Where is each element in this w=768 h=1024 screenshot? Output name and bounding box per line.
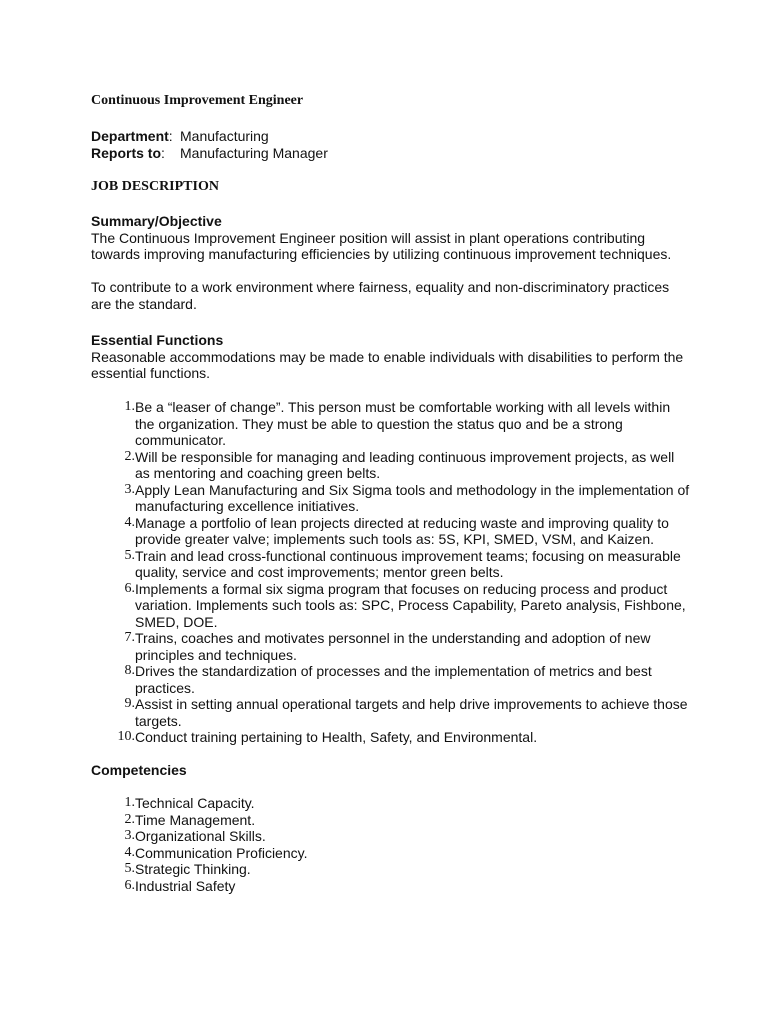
essential-functions-section (91, 332, 691, 382)
summary-paragraph-2: To contribute to a work environment where fairness, equality and non-discriminatory practices are the standard. (91, 279, 670, 312)
list-item-text: Be a “leaser of change”. This person must be comfortable working with all levels within the organization. They must be able to question the status quo and be a strong communicator. (135, 399, 671, 448)
list-item-number: 9. (124, 696, 135, 711)
competencies-list (91, 795, 691, 894)
department-row: Department: Manufacturing (91, 128, 269, 144)
list-item-number: 5. (124, 547, 135, 563)
list-item-text: Implements a formal six sigma program that focuses on reducing process and product variation. Implements such tools as: SPC, Process Capability, Pareto analysis, Fishbone, SMED, DOE. (135, 580, 686, 630)
summary-heading: Summary/Objective (91, 213, 222, 229)
list-item (91, 515, 691, 548)
list-item-text: Industrial Safety (135, 877, 236, 894)
list-item (91, 696, 691, 729)
department-value: Manufacturing (180, 128, 269, 144)
job-description-heading: JOB DESCRIPTION (91, 179, 219, 194)
list-item-text: Organizational Skills. (135, 828, 266, 844)
list-item-number: 3. (124, 828, 135, 843)
list-item-text: Assist in setting annual operational targets and help drive improvements to achieve those targets. (135, 696, 688, 729)
list-item-text: Technical Capacity. (135, 795, 255, 811)
list-item (91, 729, 691, 746)
list-item-text: Strategic Thinking. (135, 861, 251, 877)
list-item-text: Train and lead cross-functional continuous improvement teams; focusing on measurable quality, service and cost improvements; mentor green belts. (135, 547, 681, 580)
summary-paragraph-1: The Continuous Improvement Engineer position will assist in plant operations contributing towards improving manufacturing efficiencies by utilizing continuous improvement techniques. (91, 229, 672, 262)
list-item-number: 6. (124, 580, 135, 596)
list-item-text: Drives the standardization of processes and the implementation of metrics and best practices. (135, 663, 652, 696)
list-item-number: 5. (124, 861, 135, 876)
list-item-number: 6. (124, 877, 135, 893)
essential-functions-list (91, 399, 691, 746)
list-item (91, 812, 691, 829)
list-item-text: Communication Proficiency. (135, 844, 308, 861)
document-title: Continuous Improvement Engineer (91, 93, 304, 108)
list-item-number: 2. (124, 811, 135, 827)
list-item-text: Conduct training pertaining to Health, Safety, and Environmental. (135, 729, 538, 745)
essential-functions-heading: Essential Functions (91, 332, 224, 348)
list-item-number: 1. (124, 795, 135, 810)
reports-to-value: Manufacturing Manager (180, 144, 328, 161)
list-item (91, 828, 691, 845)
list-item-text: Time Management. (135, 811, 256, 828)
list-item-number: 8. (124, 663, 135, 678)
list-item (91, 449, 691, 482)
list-item (91, 548, 691, 581)
list-item-number: 7. (124, 630, 135, 645)
essential-functions-intro: Reasonable accommodations may be made to enable individuals with disabilities to perform the essential functions. (91, 348, 684, 381)
list-item-text: Trains, coaches and motivates personnel in the understanding and adoption of new principles and techniques. (135, 630, 651, 663)
list-item (91, 663, 691, 696)
list-item-text: Apply Lean Manufacturing and Six Sigma tools and methodology in the implementation of manufacturing excellence initiatives. (135, 481, 690, 514)
competencies-section (91, 762, 691, 779)
list-item (91, 630, 691, 663)
list-item (91, 399, 691, 449)
list-item (91, 482, 691, 515)
list-item-number: 4. (124, 514, 135, 530)
department-label: Department (91, 128, 169, 144)
list-item-text: Manage a portfolio of lean projects directed at reducing waste and improving quality to provide greater valve; implements such tools as: 5S, KPI, SMED, VSM, and Kaizen. (135, 514, 669, 547)
list-item-number: 3. (124, 481, 135, 497)
list-item (91, 845, 691, 862)
summary-section (91, 213, 691, 312)
list-item (91, 795, 691, 812)
list-item-number: 4. (124, 844, 135, 860)
document-meta (91, 128, 328, 161)
reports-to-row: Reports to: Manufacturing Manager (91, 144, 328, 161)
list-item-number: 1. (124, 399, 135, 414)
reports-to-label: Reports to (91, 144, 161, 161)
list-item (91, 878, 691, 895)
list-item-text: Will be responsible for managing and leading continuous improvement projects, as well as mentoring and coaching green belts. (135, 448, 675, 481)
list-item-number: 2. (124, 448, 135, 464)
list-item (91, 861, 691, 878)
competencies-heading: Competencies (91, 762, 187, 778)
list-item (91, 581, 691, 631)
list-item-number: 10. (117, 729, 135, 744)
